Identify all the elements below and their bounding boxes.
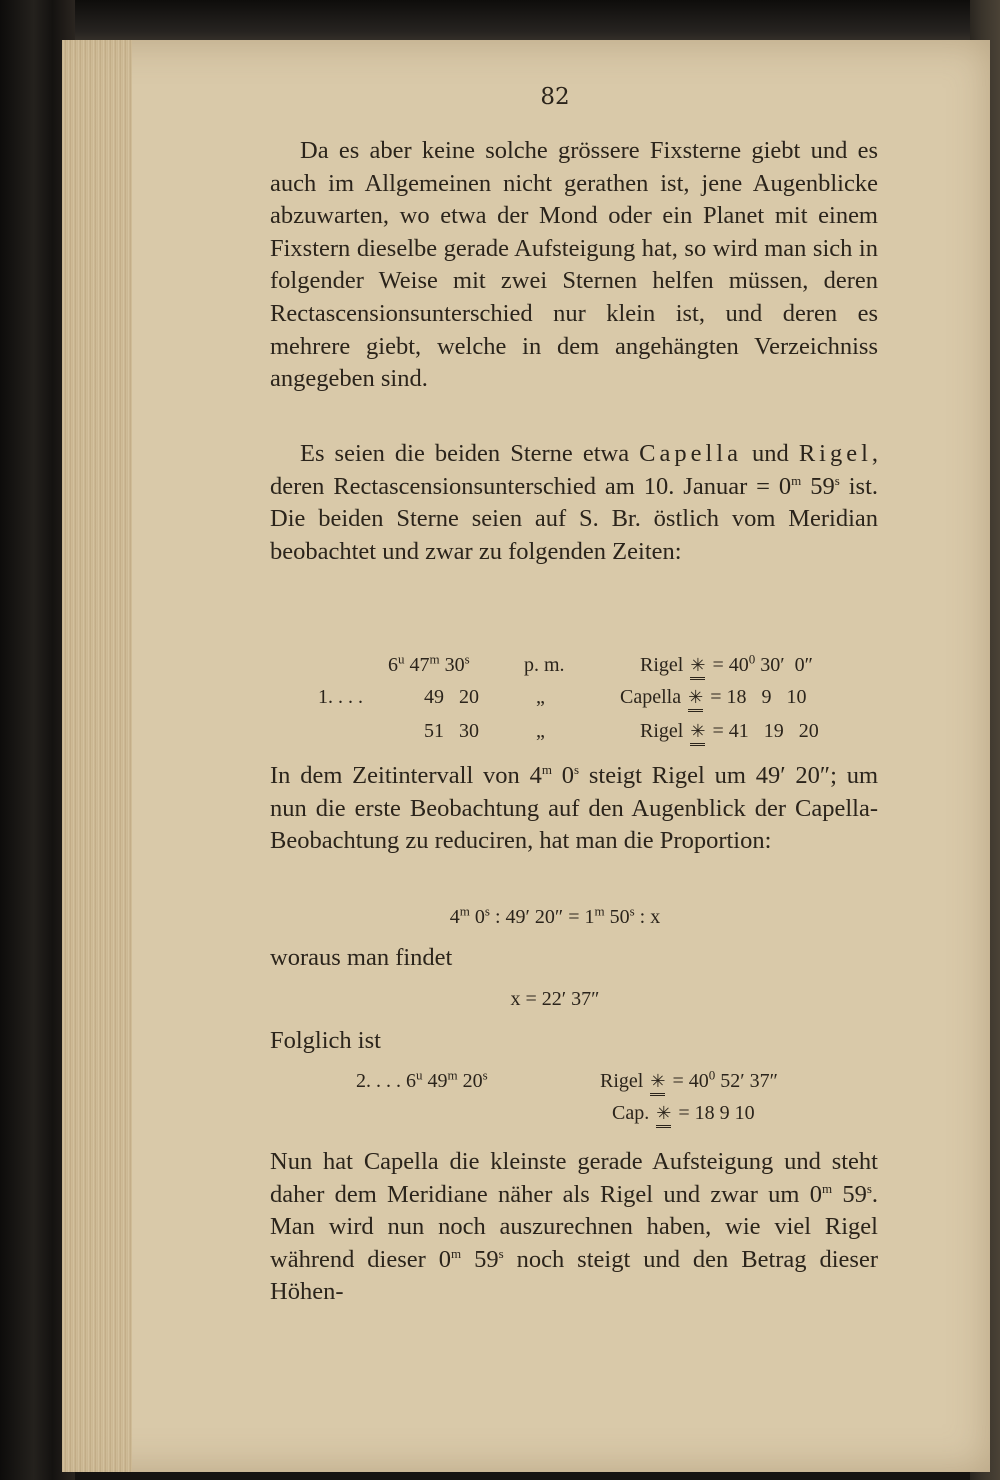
paragraph-4: Nun hat Capella die kleinste gerade Aufsteigung und steht daher dem Meridiane näher als Rigel und zwar um 0$^m$ 59$^s$. Man wird nun noch auszurechnen haben, wie viel Rigel während dieser 0$^m$ 59$^s$ noch steigt und den Betrag dieser Höhen- bbox=[270, 1148, 878, 1306]
star-symbol-icon: ✳ bbox=[688, 687, 704, 707]
folglich-line: Folglich ist bbox=[270, 1027, 381, 1054]
paragraph-3: In dem Zeitintervall von 4$^m$ 0$^s$ steigt Rigel um 49′ 20″; um nun die erste Beobachtung auf den Augenblick der Capella-Beobachtung zu reduciren, hat man die Proportion: bbox=[270, 761, 878, 855]
obs1-row1-star: Rigel ✳ = $40^0$ 30′ 0″ bbox=[640, 651, 813, 676]
star-symbol-icon: ✳ bbox=[690, 655, 706, 675]
paragraph-1: Da es aber keine solche grössere Fixsterne giebt und es auch im Allgemeinen nicht gerathen ist, jene Augenblicke abzuwarten, wo etwa der Mond oder ein Planet mit einem Fixstern dieselbe gerade Aufsteigung hat, so wird man sich in folgender Weise mit zwei Sternen helfen müssen, deren Rectascensionsunterschied nur klein ist, und deren es mehrere giebt, welche in dem angehängten Verzeichniss angegeben sind. bbox=[270, 137, 878, 393]
obs1-row3-star: Rigel ✳ = 41 19 20 bbox=[640, 720, 819, 742]
obs1-label: 1. . . . bbox=[318, 686, 363, 708]
star-symbol-icon: ✳ bbox=[656, 1103, 672, 1123]
proportion-formula: 4$^m$ 0$^s$ : 49′ $20'' = 1^m$ 50$^s$ : x bbox=[449, 903, 661, 928]
star-symbol-icon: ✳ bbox=[690, 721, 706, 741]
obs1-row2-star: Capella ✳ = 18 9 10 bbox=[620, 686, 807, 708]
obs2-label-time: 2. . . . 6$^u$ 49$^m$ 20$^s$ bbox=[356, 1067, 488, 1092]
obs2-row1: Rigel ✳ = $40^0$ 52′ 37″ bbox=[600, 1067, 778, 1092]
obs1-row2-time: 49 20 bbox=[424, 686, 479, 708]
star-name-capella: Capella bbox=[639, 440, 742, 467]
book-top-edge bbox=[0, 0, 1000, 45]
paragraph-2: Es seien die beiden Sterne etwa Capella und Rigel, deren Rectascensionsunterschied am 10. Januar = 0$^m$ 59$^s$ ist. Die beiden Sterne seien auf S. Br. östlich vom Meridian beobachtet und zwar zu folgenden Zeiten: bbox=[270, 440, 879, 565]
obs2-row2: Cap. ✳ = 18 9 10 bbox=[612, 1102, 755, 1124]
page-leaves bbox=[62, 40, 132, 1472]
obs1-row2-note: „ bbox=[536, 686, 545, 708]
woraus-line: woraus man findet bbox=[270, 944, 453, 971]
result-formula: x = 22′ 37″ bbox=[510, 988, 600, 1010]
obs1-row3-time: 51 30 bbox=[424, 720, 479, 742]
obs1-row3-note: „ bbox=[536, 720, 545, 742]
obs1-row1-time: 6$^u$ 47$^m$ 30$^s$ bbox=[388, 651, 470, 676]
star-symbol-icon: ✳ bbox=[650, 1071, 666, 1091]
star-name-rigel: Rigel bbox=[798, 440, 872, 467]
obs1-row1-note: p. m. bbox=[524, 654, 565, 676]
page-number: 82 bbox=[540, 84, 570, 110]
